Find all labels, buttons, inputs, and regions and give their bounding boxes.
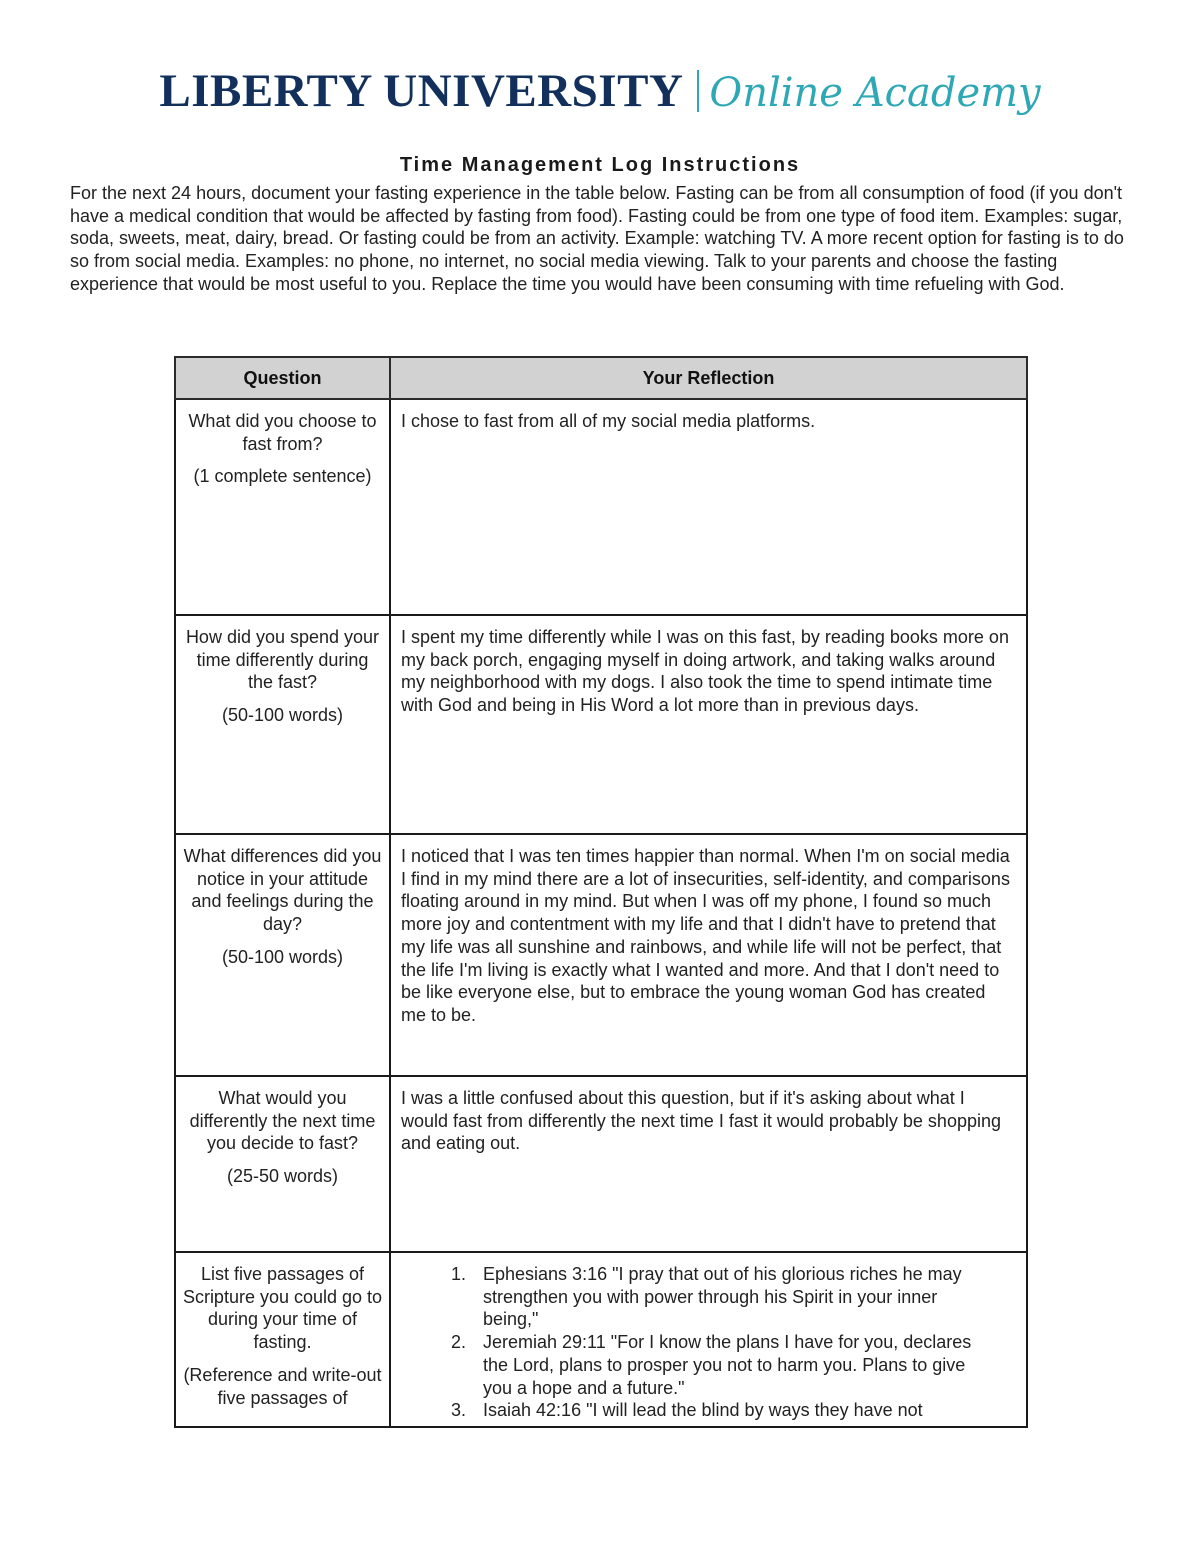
scripture-item: 2. Jeremiah 29:11 "For I know the plans I have for you, declares the Lord, plans to prosper you not to harm you. Plans to give you a hope and a future.": [471, 1331, 996, 1399]
question-text: How did you spend your time differently during the fast?: [185, 627, 380, 693]
header-question: Question: [175, 357, 390, 399]
header-reflection: Your Reflection: [390, 357, 1027, 399]
institution-logo: [0, 64, 1200, 118]
reflection-text: I was a little confused about this question, but if it's asking about what I would fast from differently the next time I fast it would probably be shopping and eating out.: [401, 1088, 1001, 1154]
question-text: What differences did you notice in your attitude and feelings during the day?: [183, 846, 382, 935]
question-hint: (25-50 words): [226, 1166, 339, 1187]
page-title: Time Management Log Instructions: [399, 154, 801, 176]
question-text: What did you choose to fast from?: [188, 411, 377, 454]
reflection-cell: [390, 834, 1027, 1076]
question-text: List five passages of Scripture you could go to during your time of fasting.: [182, 1264, 383, 1353]
reflection-cell-clip: [401, 1263, 1014, 1426]
question-cell: [175, 399, 390, 615]
logo-subtitle: Online Academy: [709, 70, 1041, 116]
question-text: What would you differently the next time you decide to fast?: [189, 1088, 376, 1154]
reflection-text: I noticed that I was ten times happier than normal. When I'm on social media I find in my mind there are a lot of insecurities, self-identity, and comparisons floating around in my mind. But when I was off my phone, I found so much more joy and contentment with my life and that I didn't have to pretend that my life was all sunshine and rainbows, and while life will not be perfect, that the life I'm living is exactly what I wanted and more. And that I don't need to be like everyone else, but to embrace the young woman God has created me to be.: [401, 846, 1010, 1025]
reflection-cell: [390, 615, 1027, 834]
question-cell: [175, 1252, 390, 1427]
table-row: [175, 1252, 1027, 1427]
table-row: [175, 1076, 1027, 1252]
reflection-text: I chose to fast from all of my social media platforms.: [401, 411, 816, 431]
question-hint: (1 complete sentence): [193, 466, 372, 487]
question-hint: (Reference and write-out five passages of: [183, 1364, 382, 1408]
reflection-cell: [390, 1252, 1027, 1427]
question-cell: [175, 1076, 390, 1252]
reflection-text: I spent my time differently while I was on this fast, by reading books more on my back porch, engaging myself in doing artwork, and taking walks around my neighborhood with my dogs. I also took the time to spend intimate time with God and being in His Word a lot more than in previous days.: [401, 627, 1009, 716]
table-header-row: [175, 357, 1027, 399]
instructions-paragraph: For the next 24 hours, document your fasting experience in the table below. Fasting can be from all consumption of food (if you don't have a medical condition that would be affected by fasting from food). Fasting could be from one type of food item. Examples: sugar, soda, sweets, meat, dairy, bread. Or fasting could be from an activity. Example: watching TV. A more recent option for fasting is to do so from social media. Examples: no phone, no internet, no social media viewing. Talk to your parents and choose the fasting experience that would be most useful to you. Replace the time you would have been consuming with time refueling with God.: [70, 183, 1124, 294]
table-row: [175, 834, 1027, 1076]
table-row: [175, 615, 1027, 834]
logo-divider: [697, 70, 699, 112]
question-cell: [175, 834, 390, 1076]
reflection-cell: [390, 399, 1027, 615]
logo-main-text: LIBERTY UNIVERSITY: [159, 65, 684, 117]
scripture-item: 3. Isaiah 42:16 "I will lead the blind by ways they have not: [471, 1399, 996, 1422]
question-cell: [175, 615, 390, 834]
question-cell-clip: [182, 1263, 383, 1426]
scripture-item: 1. Ephesians 3:16 "I pray that out of his glorious riches he may strengthen you with power through his Spirit in your inner being,": [471, 1263, 996, 1331]
reflection-table: [174, 356, 1028, 1428]
question-hint: (50-100 words): [221, 705, 344, 726]
scripture-list: [401, 1263, 1014, 1422]
question-hint: (50-100 words): [221, 946, 344, 967]
table-row: [175, 399, 1027, 615]
reflection-cell: [390, 1076, 1027, 1252]
